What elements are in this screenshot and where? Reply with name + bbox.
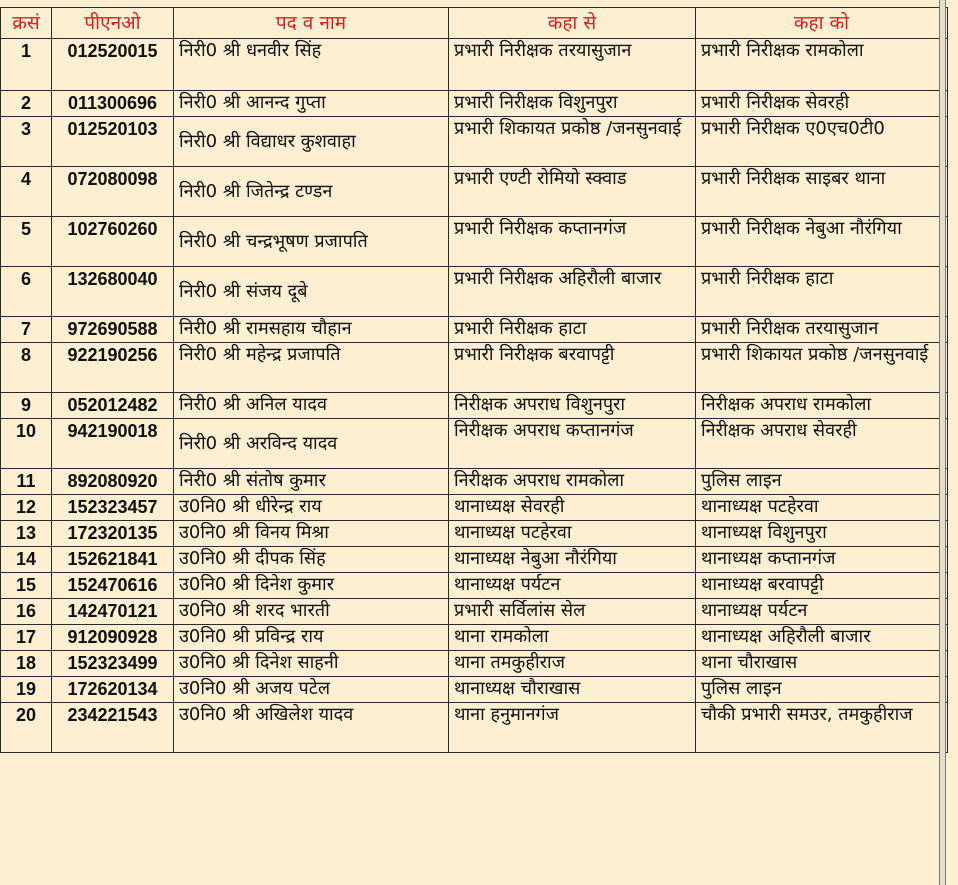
serial-number-cell: 1 [1, 39, 52, 91]
pno-cell: 142470121 [52, 599, 174, 625]
pno-cell: 172320135 [52, 521, 174, 547]
serial-number-cell: 17 [1, 625, 52, 651]
from-posting-cell: थाना रामकोला [449, 625, 696, 651]
from-posting-cell: थानाध्यक्ष सेवरही [449, 495, 696, 521]
to-posting-cell: थानाध्यक्ष अहिरौली बाजार [696, 625, 948, 651]
serial-number-cell: 4 [1, 167, 52, 217]
rank-name-cell: निरी0 श्री अनिल यादव [174, 393, 449, 419]
rank-name-cell: उ0नि0 श्री विनय मिश्रा [174, 521, 449, 547]
serial-number-cell: 20 [1, 703, 52, 753]
table-row [1, 625, 948, 651]
pno-cell: 102760260 [52, 217, 174, 267]
pno-cell: 922190256 [52, 343, 174, 393]
rank-name-cell: उ0नि0 श्री शरद भारती [174, 599, 449, 625]
rank-name-cell: निरी0 श्री अरविन्द यादव [174, 419, 449, 469]
pno-cell: 072080098 [52, 167, 174, 217]
rank-name-cell: निरी0 श्री चन्द्रभूषण प्रजापति [174, 217, 449, 267]
serial-number-cell: 13 [1, 521, 52, 547]
header-to: कहा को [696, 8, 948, 39]
table-row [1, 343, 948, 393]
from-posting-cell: थानाध्यक्ष पर्यटन [449, 573, 696, 599]
table-row [1, 703, 948, 753]
pno-cell: 011300696 [52, 91, 174, 117]
from-posting-cell: प्रभारी निरीक्षक कप्तानगंज [449, 217, 696, 267]
pno-cell: 152621841 [52, 547, 174, 573]
table-row [1, 117, 948, 167]
rank-name-cell: उ0नि0 श्री दीपक सिंह [174, 547, 449, 573]
to-posting-cell: थानाध्यक्ष कप्तानगंज [696, 547, 948, 573]
rank-name-cell: निरी0 श्री विद्याधर कुशवाहा [174, 117, 449, 167]
serial-number-cell: 9 [1, 393, 52, 419]
to-posting-cell: चौकी प्रभारी समउर, तमकुहीराज [696, 703, 948, 753]
header-sno: क्रसं [1, 8, 52, 39]
serial-number-cell: 6 [1, 267, 52, 317]
serial-number-cell: 19 [1, 677, 52, 703]
pno-cell: 152470616 [52, 573, 174, 599]
transfer-table [0, 7, 948, 753]
to-posting-cell: थानाध्यक्ष विशुनपुरा [696, 521, 948, 547]
table-row [1, 317, 948, 343]
pno-cell: 972690588 [52, 317, 174, 343]
table-row [1, 167, 948, 217]
rank-name-cell: निरी0 श्री महेन्द्र प्रजापति [174, 343, 449, 393]
to-posting-cell: निरीक्षक अपराध रामकोला [696, 393, 948, 419]
rank-name-cell: निरी0 श्री संतोष कुमार [174, 469, 449, 495]
pno-cell: 912090928 [52, 625, 174, 651]
to-posting-cell: थानाध्यक्ष पटहेरवा [696, 495, 948, 521]
header-name: पद व नाम [174, 8, 449, 39]
to-posting-cell: प्रभारी निरीक्षक सेवरही [696, 91, 948, 117]
from-posting-cell: प्रभारी निरीक्षक विशुनपुरा [449, 91, 696, 117]
pno-cell: 172620134 [52, 677, 174, 703]
rank-name-cell: उ0नि0 श्री अखिलेश यादव [174, 703, 449, 753]
from-posting-cell: प्रभारी एण्टी रोमियो स्क्वाड [449, 167, 696, 217]
to-posting-cell: थाना चौराखास [696, 651, 948, 677]
from-posting-cell: निरीक्षक अपराध रामकोला [449, 469, 696, 495]
to-posting-cell: पुलिस लाइन [696, 469, 948, 495]
from-posting-cell: प्रभारी निरीक्षक बरवापट्टी [449, 343, 696, 393]
table-row [1, 39, 948, 91]
table-row [1, 495, 948, 521]
from-posting-cell: थानाध्यक्ष पटहेरवा [449, 521, 696, 547]
pno-cell: 892080920 [52, 469, 174, 495]
header-from: कहा से [449, 8, 696, 39]
serial-number-cell: 7 [1, 317, 52, 343]
vertical-scrollbar[interactable] [939, 0, 946, 885]
from-posting-cell: थाना तमकुहीराज [449, 651, 696, 677]
table-row [1, 91, 948, 117]
header-pno: पीएनओ [52, 8, 174, 39]
serial-number-cell: 5 [1, 217, 52, 267]
rank-name-cell: निरी0 श्री आनन्द गुप्ता [174, 91, 449, 117]
to-posting-cell: प्रभारी निरीक्षक तरयासुजान [696, 317, 948, 343]
table-row [1, 217, 948, 267]
to-posting-cell: थानाध्यक्ष बरवापट्टी [696, 573, 948, 599]
serial-number-cell: 8 [1, 343, 52, 393]
rank-name-cell: निरी0 श्री धनवीर सिंह [174, 39, 449, 91]
table-row [1, 521, 948, 547]
from-posting-cell: निरीक्षक अपराध कप्तानगंज [449, 419, 696, 469]
pno-cell: 234221543 [52, 703, 174, 753]
rank-name-cell: उ0नि0 श्री प्रविन्द्र राय [174, 625, 449, 651]
table-row [1, 599, 948, 625]
to-posting-cell: प्रभारी निरीक्षक रामकोला [696, 39, 948, 91]
to-posting-cell: प्रभारी निरीक्षक नेबुआ नौरंगिया [696, 217, 948, 267]
rank-name-cell: उ0नि0 श्री दिनेश कुमार [174, 573, 449, 599]
from-posting-cell: प्रभारी शिकायत प्रकोष्ठ /जनसुनवाई [449, 117, 696, 167]
to-posting-cell: प्रभारी निरीक्षक ए0एच0टी0 [696, 117, 948, 167]
pno-cell: 012520015 [52, 39, 174, 91]
to-posting-cell: पुलिस लाइन [696, 677, 948, 703]
pno-cell: 012520103 [52, 117, 174, 167]
from-posting-cell: थानाध्यक्ष चौराखास [449, 677, 696, 703]
rank-name-cell: निरी0 श्री जितेन्द्र टण्डन [174, 167, 449, 217]
table-row [1, 419, 948, 469]
from-posting-cell: प्रभारी निरीक्षक हाटा [449, 317, 696, 343]
table-row [1, 469, 948, 495]
table-row [1, 651, 948, 677]
table-row [1, 393, 948, 419]
from-posting-cell: थाना हनुमानगंज [449, 703, 696, 753]
rank-name-cell: उ0नि0 श्री दिनेश साहनी [174, 651, 449, 677]
rank-name-cell: निरी0 श्री रामसहाय चौहान [174, 317, 449, 343]
to-posting-cell: प्रभारी शिकायत प्रकोष्ठ /जनसुनवाई [696, 343, 948, 393]
table-row [1, 573, 948, 599]
from-posting-cell: प्रभारी सर्विलांस सेल [449, 599, 696, 625]
from-posting-cell: प्रभारी निरीक्षक अहिरौली बाजार [449, 267, 696, 317]
from-posting-cell: निरीक्षक अपराध विशुनपुरा [449, 393, 696, 419]
to-posting-cell: प्रभारी निरीक्षक साइबर थाना [696, 167, 948, 217]
serial-number-cell: 12 [1, 495, 52, 521]
table-body [1, 39, 948, 753]
table-row [1, 677, 948, 703]
to-posting-cell: प्रभारी निरीक्षक हाटा [696, 267, 948, 317]
rank-name-cell: निरी0 श्री संजय दूबे [174, 267, 449, 317]
serial-number-cell: 15 [1, 573, 52, 599]
serial-number-cell: 10 [1, 419, 52, 469]
from-posting-cell: थानाध्यक्ष नेबुआ नौरंगिया [449, 547, 696, 573]
serial-number-cell: 14 [1, 547, 52, 573]
serial-number-cell: 16 [1, 599, 52, 625]
pno-cell: 152323457 [52, 495, 174, 521]
from-posting-cell: प्रभारी निरीक्षक तरयासुजान [449, 39, 696, 91]
rank-name-cell: उ0नि0 श्री अजय पटेल [174, 677, 449, 703]
table-row [1, 547, 948, 573]
pno-cell: 052012482 [52, 393, 174, 419]
serial-number-cell: 18 [1, 651, 52, 677]
to-posting-cell: निरीक्षक अपराध सेवरही [696, 419, 948, 469]
rank-name-cell: उ0नि0 श्री धीरेन्द्र राय [174, 495, 449, 521]
pno-cell: 132680040 [52, 267, 174, 317]
to-posting-cell: थानाध्यक्ष पर्यटन [696, 599, 948, 625]
serial-number-cell: 11 [1, 469, 52, 495]
serial-number-cell: 3 [1, 117, 52, 167]
serial-number-cell: 2 [1, 91, 52, 117]
table-header-row [1, 8, 948, 39]
pno-cell: 942190018 [52, 419, 174, 469]
table-row [1, 267, 948, 317]
pno-cell: 152323499 [52, 651, 174, 677]
